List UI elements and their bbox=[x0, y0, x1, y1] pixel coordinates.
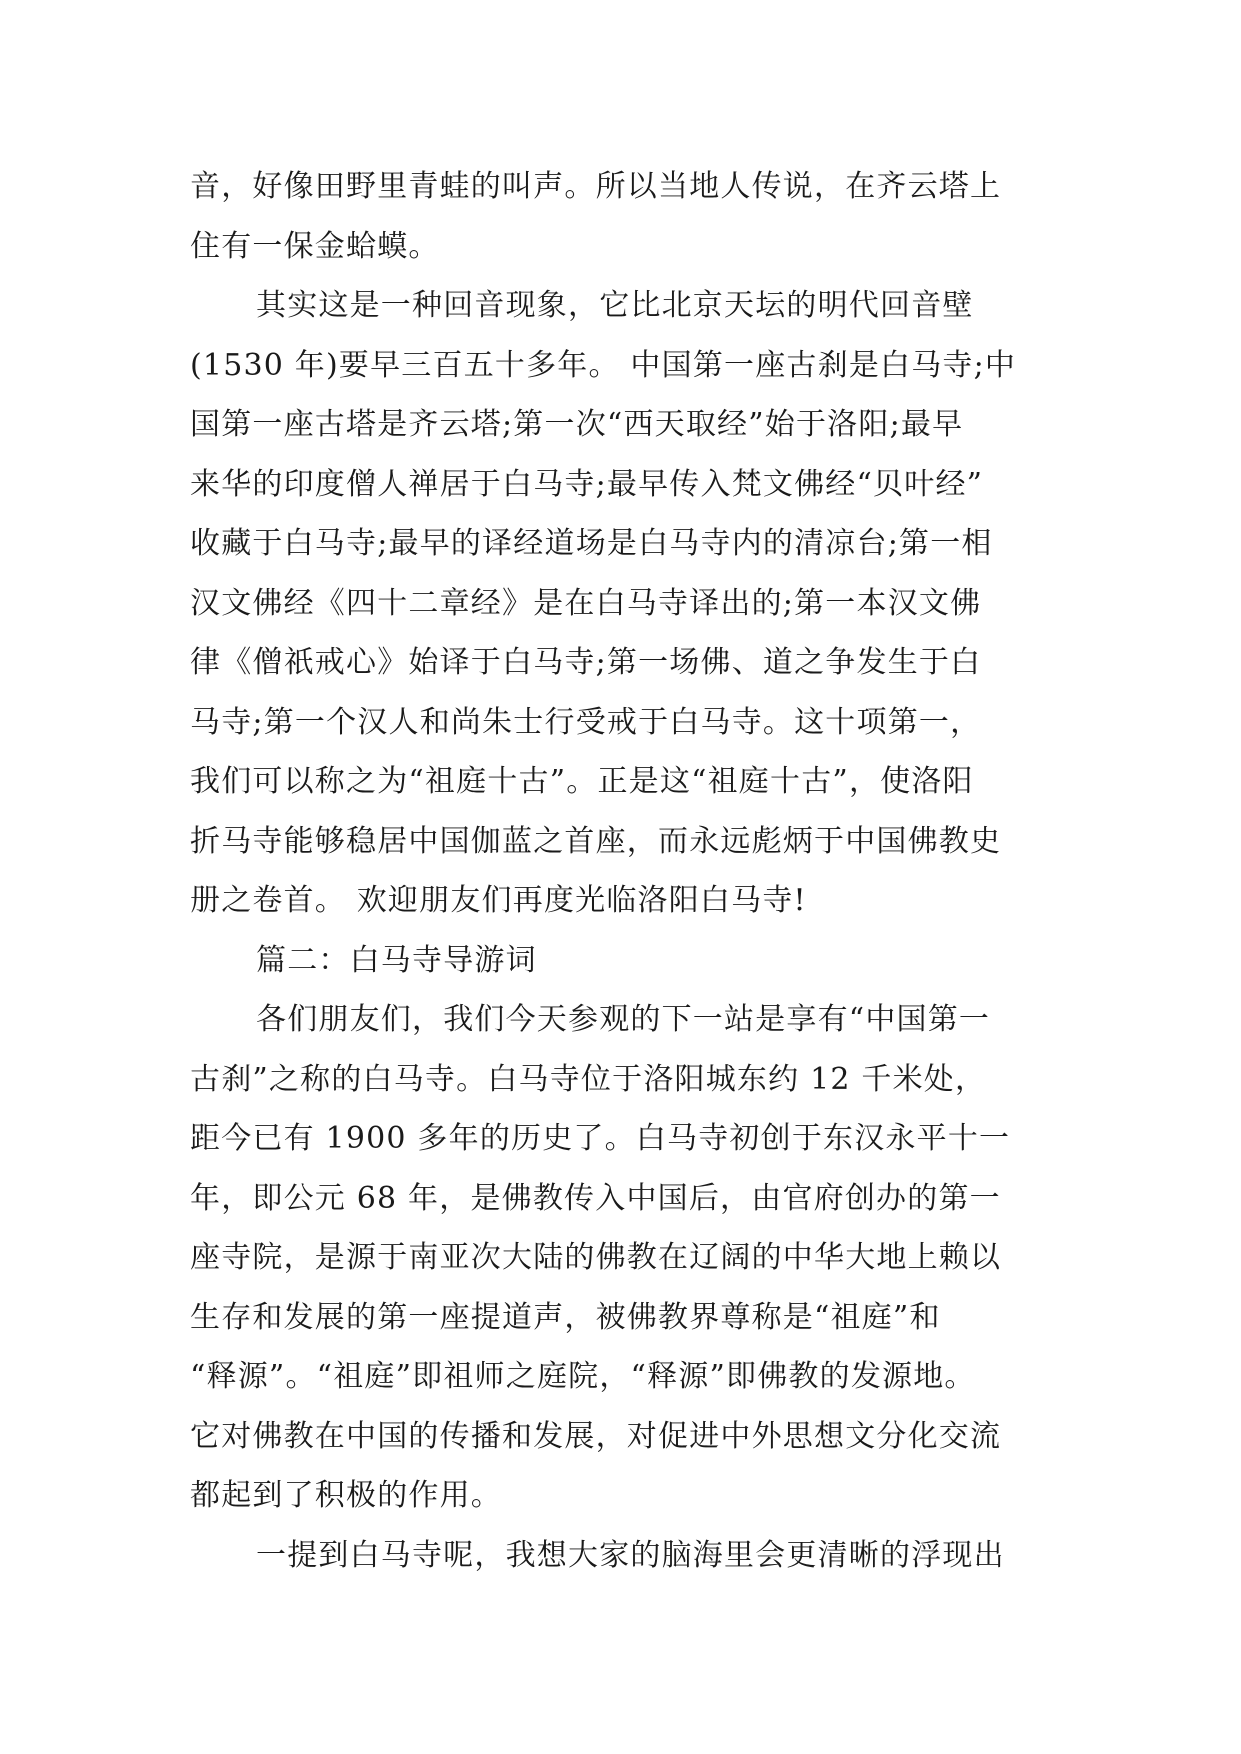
text-line: 汉文佛经《四十二章经》是在白马寺译出的;第一本汉文佛 bbox=[190, 585, 982, 621]
text-line: 生存和发展的第一座提道声，被佛教界尊称是“祖庭”和 bbox=[190, 1299, 941, 1335]
text-line: 册之卷首。 欢迎朋友们再度光临洛阳白马寺! bbox=[190, 883, 807, 918]
text-line: 住有一保金蛤蟆。 bbox=[190, 228, 440, 264]
text-line: 它对佛教在中国的传播和发展，对促进中外思想文分化交流 bbox=[190, 1418, 1002, 1454]
text-line: 我们可以称之为“祖庭十古”。正是这“祖庭十古”，使洛阳 bbox=[190, 764, 974, 799]
text-line: 各们朋友们，我们今天参观的下一站是享有“中国第一 bbox=[256, 1002, 991, 1037]
text-line: 其实这是一种回音现象，它比北京天坛的明代回音壁 bbox=[256, 288, 974, 323]
text-line: 来华的印度僧人禅居于白马寺;最早传入梵文佛经“贝叶经” bbox=[190, 466, 984, 502]
text-line: 收藏于白马寺;最早的译经道场是白马寺内的清凉台;第一相 bbox=[190, 526, 993, 561]
text-line: 都起到了积极的作用。 bbox=[190, 1478, 502, 1513]
text-line: 年，即公元 68 年，是佛教传入中国后，由官府创办的第一 bbox=[190, 1180, 1001, 1216]
text-line: 马寺;第一个汉人和尚朱士行受戒于白马寺。这十项第一， bbox=[190, 704, 982, 740]
document-body bbox=[190, 157, 1070, 1585]
text-line: 折马寺能够稳居中国伽蓝之首座，而永远彪炳于中国佛教史 bbox=[190, 823, 1002, 859]
text-line: 音，好像田野里青蛙的叫声。所以当地人传说，在齐云塔上 bbox=[190, 169, 1002, 204]
text-line: 古刹”之称的白马寺。白马寺位于洛阳城东约 12 千米处， bbox=[190, 1061, 987, 1097]
text-line: 座寺院，是源于南亚次大陆的佛教在辽阔的中华大地上赖以 bbox=[190, 1240, 1002, 1275]
text-line: 距今已有 1900 多年的历史了。白马寺初创于东汉永平十一 bbox=[190, 1121, 1011, 1156]
text-line: (1530 年)要早三百五十多年。 中国第一座古刹是白马寺;中 bbox=[190, 347, 1017, 383]
text-line: 律《僧祇戒心》始译于白马寺;第一场佛、道之争发生于白 bbox=[190, 645, 982, 680]
text-line: 一提到白马寺呢，我想大家的脑海里会更清晰的浮现出 bbox=[256, 1537, 1005, 1573]
text-line: 国第一座古塔是齐云塔;第一次“西天取经”始于洛阳;最早 bbox=[190, 407, 964, 442]
text-line: “释源”。“祖庭”即祖师之庭院，“释源”即佛教的发源地。 bbox=[190, 1359, 976, 1394]
text-line: 篇二：白马寺导游词 bbox=[256, 942, 537, 978]
